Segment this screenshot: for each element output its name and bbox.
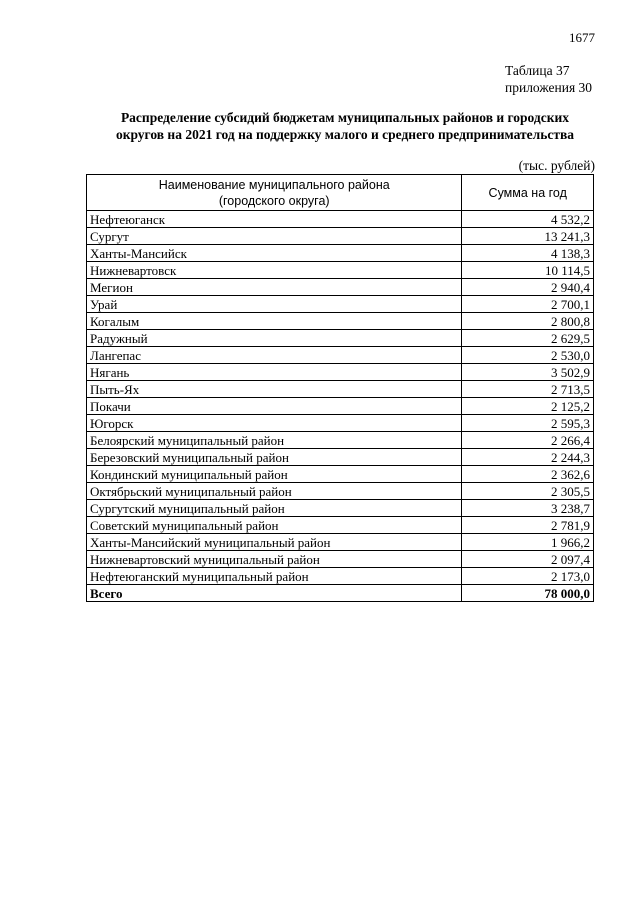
- subsidy-amount: 4 138,3: [462, 245, 594, 262]
- table-row: [87, 296, 594, 313]
- subsidy-amount: 2 713,5: [462, 381, 594, 398]
- municipality-name: Нефтеюганск: [87, 211, 462, 228]
- subsidy-amount: 2 940,4: [462, 279, 594, 296]
- document-title-line1: Распределение субсидий бюджетам муниципальных районов и городских: [120, 110, 570, 125]
- table-row: [87, 534, 594, 551]
- table-row: [87, 415, 594, 432]
- table-row: [87, 347, 594, 364]
- subsidy-amount: 10 114,5: [462, 262, 594, 279]
- table-row: [87, 398, 594, 415]
- subsidy-amount: 2 800,8: [462, 313, 594, 330]
- municipality-name: Сургутский муниципальный район: [87, 500, 462, 517]
- table-row: [87, 211, 594, 228]
- total-row: [87, 585, 594, 602]
- municipality-name: Кондинский муниципальный район: [87, 466, 462, 483]
- subsidy-amount: 2 700,1: [462, 296, 594, 313]
- table-row: [87, 568, 594, 585]
- page-number: 1677: [569, 30, 595, 45]
- table-row: [87, 449, 594, 466]
- municipality-name: Радужный: [87, 330, 462, 347]
- subsidy-amount: 2 362,6: [462, 466, 594, 483]
- municipality-name: Сургут: [87, 228, 462, 245]
- table-row: [87, 313, 594, 330]
- subsidy-amount: 2 629,5: [462, 330, 594, 347]
- municipality-name: Октябрьский муниципальный район: [87, 483, 462, 500]
- municipality-name: Югорск: [87, 415, 462, 432]
- units-label: (тыс. рублей): [518, 158, 595, 173]
- table-header-row: [87, 175, 594, 211]
- table-reference-line1: Таблица 37: [505, 63, 570, 78]
- column-header-name-line2: (городского округа): [218, 193, 330, 208]
- document-title: [60, 109, 630, 143]
- table-row: [87, 500, 594, 517]
- column-header-sum: Сумма на год: [462, 175, 594, 211]
- subsidy-amount: 3 238,7: [462, 500, 594, 517]
- subsidy-amount: 2 595,3: [462, 415, 594, 432]
- table-row: [87, 330, 594, 347]
- subsidy-amount: 2 266,4: [462, 432, 594, 449]
- table-row: [87, 245, 594, 262]
- municipality-name: Нягань: [87, 364, 462, 381]
- subsidy-amount: 2 781,9: [462, 517, 594, 534]
- municipality-name: Белоярский муниципальный район: [87, 432, 462, 449]
- municipality-name: Советский муниципальный район: [87, 517, 462, 534]
- table-row: [87, 483, 594, 500]
- municipality-name: Мегион: [87, 279, 462, 296]
- table-row: [87, 551, 594, 568]
- municipality-name: Ханты-Мансийск: [87, 245, 462, 262]
- municipality-name: Покачи: [87, 398, 462, 415]
- subsidy-amount: 2 125,2: [462, 398, 594, 415]
- municipality-name: Нижневартовский муниципальный район: [87, 551, 462, 568]
- subsidy-table: [86, 174, 594, 602]
- table-row: [87, 432, 594, 449]
- total-sum: 78 000,0: [462, 585, 594, 602]
- municipality-name: Ханты-Мансийский муниципальный район: [87, 534, 462, 551]
- subsidy-amount: 2 173,0: [462, 568, 594, 585]
- column-header-name: [87, 175, 462, 211]
- table-body: [87, 211, 594, 602]
- municipality-name: Березовский муниципальный район: [87, 449, 462, 466]
- municipality-name: Лангепас: [87, 347, 462, 364]
- municipality-name: Нижневартовск: [87, 262, 462, 279]
- municipality-name: Когалым: [87, 313, 462, 330]
- subsidy-amount: 2 244,3: [462, 449, 594, 466]
- table-row: [87, 228, 594, 245]
- subsidy-amount: 3 502,9: [462, 364, 594, 381]
- subsidy-amount: 4 532,2: [462, 211, 594, 228]
- total-label: Всего: [87, 585, 462, 602]
- table-row: [87, 517, 594, 534]
- subsidy-amount: 2 305,5: [462, 483, 594, 500]
- table-row: [87, 466, 594, 483]
- table-reference-line2: приложения 30: [505, 80, 593, 95]
- table-row: [87, 279, 594, 296]
- document-title-line2: округов на 2021 год на поддержку малого и среднего предпринимательства: [115, 127, 575, 142]
- column-header-name-line1: Наименование муниципального района: [158, 177, 390, 192]
- subsidy-amount: 2 097,4: [462, 551, 594, 568]
- municipality-name: Нефтеюганский муниципальный район: [87, 568, 462, 585]
- subsidy-amount: 13 241,3: [462, 228, 594, 245]
- table-row: [87, 262, 594, 279]
- municipality-name: Пыть-Ях: [87, 381, 462, 398]
- table-row: [87, 364, 594, 381]
- municipality-name: Урай: [87, 296, 462, 313]
- table-reference: [505, 62, 592, 96]
- subsidy-amount: 1 966,2: [462, 534, 594, 551]
- subsidy-amount: 2 530,0: [462, 347, 594, 364]
- table-row: [87, 381, 594, 398]
